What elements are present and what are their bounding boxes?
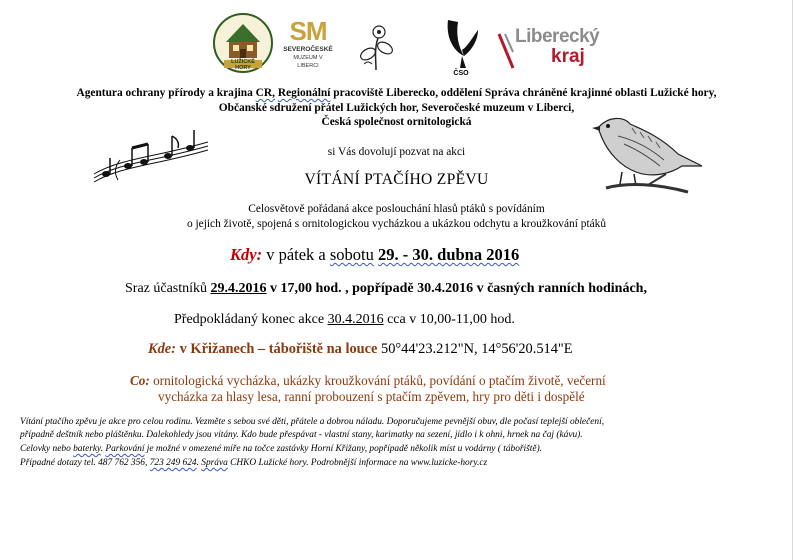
what-line1 bbox=[130, 373, 606, 389]
organizers-regional: Regionální bbox=[277, 87, 331, 99]
footer-line2: případně deštník nebo pláštěnku. Dalekohledy jsou vítány. Kdo bude přespávat - vlastní stany, karimatky na sezení, jídlo i k ohni, hrnek na čaj (kávu). bbox=[20, 430, 583, 440]
organizers-text: Agentura ochrany přírody a krajina bbox=[76, 87, 256, 99]
footer-line4-b: 723 249 624 bbox=[149, 458, 197, 468]
organizers-text-end: pracoviště Liberecko, oddělení Správa chráněné krajinné oblasti Lužické hory, bbox=[330, 87, 717, 99]
cso-bird-logo bbox=[438, 16, 484, 78]
invite-text: si Vás dovolují pozvat na akci bbox=[327, 146, 466, 158]
meet-date: 29.4.2016 bbox=[210, 281, 267, 296]
plant-logo bbox=[350, 20, 402, 72]
event-title: VÍTÁNÍ PTAČÍHO ZPĚVU bbox=[304, 171, 489, 188]
organizers-line1 bbox=[0, 86, 793, 100]
where-place: v Křižanech – tábořiště na louce bbox=[175, 341, 378, 357]
end-date: 30.4.2016 bbox=[327, 312, 384, 327]
event-subtitle1: Celosvětově pořádaná akce poslouchání hlasů ptáků s povídáním bbox=[248, 203, 545, 215]
what-label: Co: bbox=[130, 373, 150, 388]
footer-line3-e: je možné v omezené míře na točce zastávky Horní Křižany, popřípadě několik míst u vodárny ( tábořiště). bbox=[144, 444, 543, 454]
what-line2: vycházka za hlasy lesa, ranní probouzení s ptačím zpěvem, hry pro děti i dospělé bbox=[158, 389, 585, 404]
footer-line3-a: Celovky nebo bbox=[20, 444, 74, 454]
end-text: Předpokládaný konec akce bbox=[174, 312, 328, 327]
footer-line3-c: . bbox=[100, 444, 106, 454]
footer-line4-c: . bbox=[196, 458, 202, 468]
meet-text: Sraz účastníků bbox=[125, 281, 211, 296]
when-saturday: sobotu bbox=[329, 245, 374, 264]
liberecky-kraj-logo bbox=[497, 26, 612, 72]
organizers-cr: CR, bbox=[255, 87, 275, 99]
where-label: Kde: bbox=[148, 341, 176, 357]
end-time: cca v 10,00-11,00 hod. bbox=[383, 312, 515, 327]
when-line bbox=[230, 245, 519, 265]
when-text: v pátek a bbox=[262, 245, 330, 264]
footer-line4-d: Správa bbox=[201, 458, 228, 468]
where-coords: 50°44'23.212"N, 14°56'20.514"E bbox=[377, 341, 573, 357]
smvl-logo bbox=[283, 16, 333, 78]
footer-line3-b: baterky bbox=[73, 444, 101, 454]
footer-line4-e: CHKO Lužické hory. Podrobnější informace na www.luzicke-hory.cz bbox=[227, 458, 488, 468]
lk-line1: Liberecký bbox=[515, 26, 600, 47]
footer-line3 bbox=[20, 443, 780, 456]
cso-label: ČSO bbox=[453, 70, 469, 77]
footer-line4-a: Případné dotazy tel. 487 762 356, bbox=[20, 458, 150, 468]
smvl-line2: MUZEUM V LIBERCI bbox=[293, 55, 323, 69]
footer-line3-d: Parkování bbox=[105, 444, 145, 454]
lk-line2: kraj bbox=[551, 46, 585, 67]
meet-line bbox=[125, 281, 647, 297]
when-dates: 29. - 30. dubna 2016 bbox=[378, 245, 520, 264]
smvl-line1: SEVEROČESKÉ bbox=[283, 46, 333, 53]
what-text1: ornitologická vycházka, ukázky kroužkování ptáků, povídání o ptačím životě, večerní bbox=[149, 373, 606, 388]
meet-time: v 17,00 hod. , popřípadě 30.4.2016 v časných ranních hodinách, bbox=[266, 281, 647, 296]
organizers-line3: Česká společnost ornitologická bbox=[321, 116, 472, 128]
smvl-mark: SM bbox=[289, 16, 327, 46]
when-label: Kdy: bbox=[230, 245, 263, 264]
footer-line4 bbox=[20, 457, 780, 470]
organizers-line2: Občanské sdružení přátel Lužických hor, Severočeské muzeum v Liberci, bbox=[218, 102, 575, 114]
event-subtitle2: o jejich životě, spojená s ornitologickou vycházkou a ukázkou odchytu a kroužkování ptáků bbox=[186, 218, 607, 230]
where-line bbox=[148, 341, 573, 358]
footer-line1: Vítání ptačího zpěvu je akce pro celou rodinu. Vezměte s sebou své děti, přátele a dobrou náladu. Doporučujeme pevnější obuv, dle počasí teplejší oblečení, bbox=[20, 417, 605, 427]
end-line bbox=[174, 312, 515, 328]
luzicke-hory-logo bbox=[212, 12, 274, 74]
luzicke-hory-text: LUŽICKÉ HORY bbox=[231, 59, 255, 71]
